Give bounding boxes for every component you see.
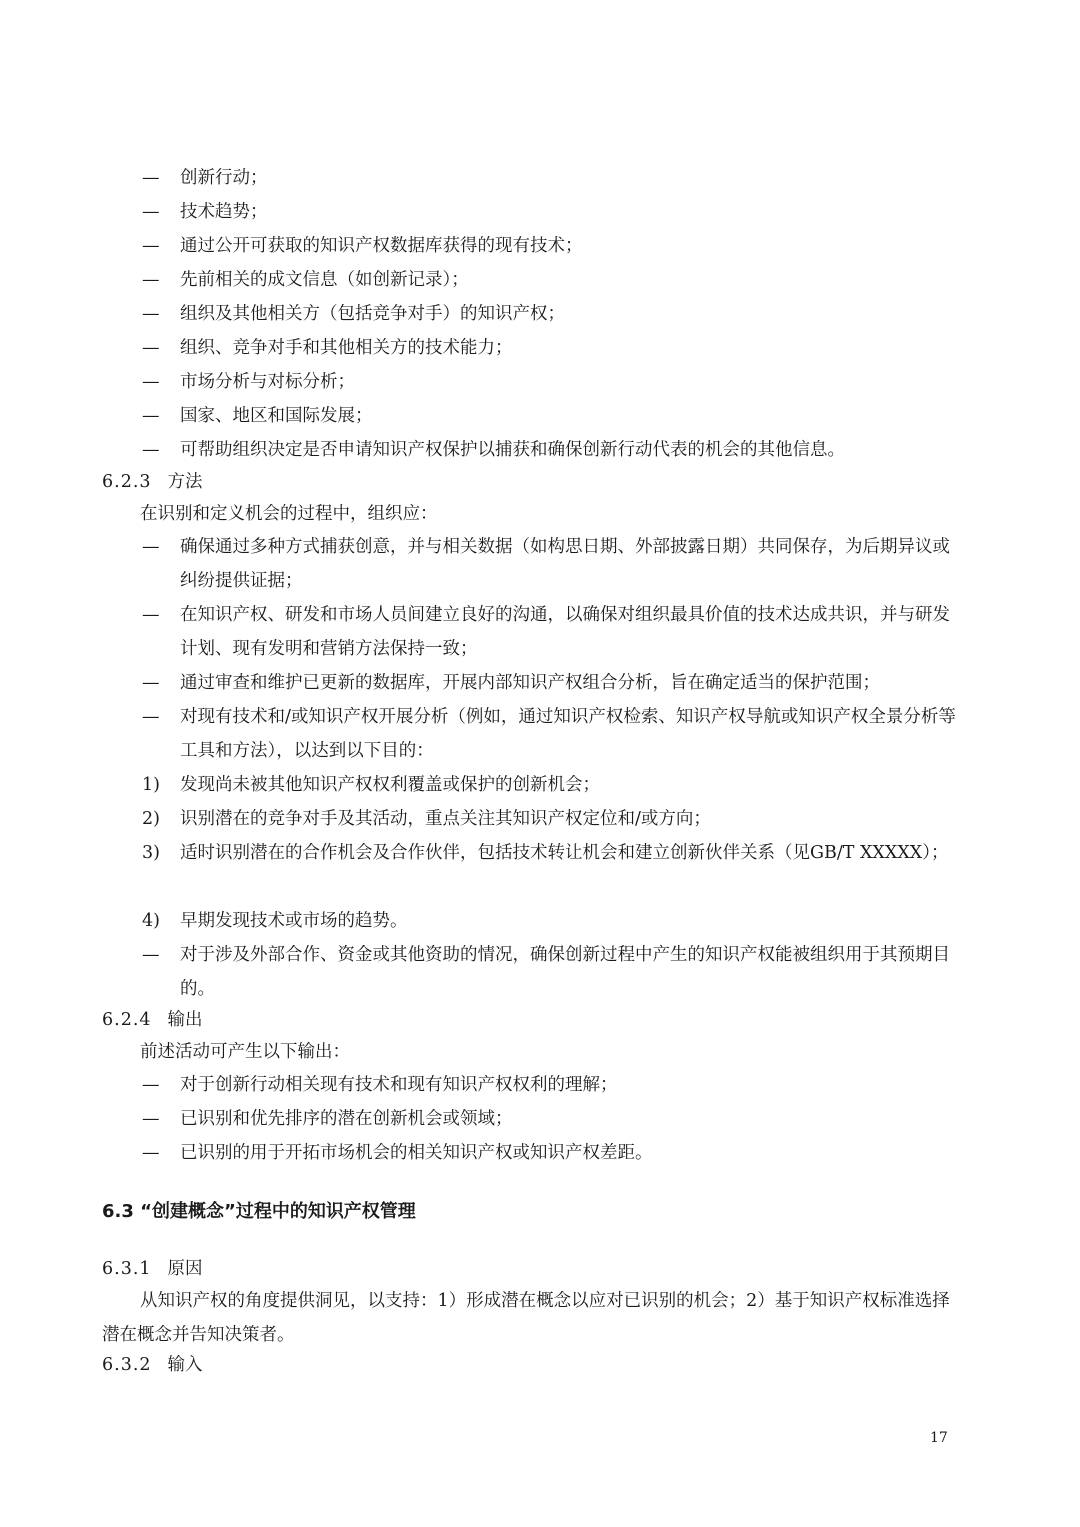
list-marker: — (142, 236, 160, 256)
list-marker: 2) (142, 809, 160, 829)
section-heading-6-2-4 (102, 1003, 203, 1037)
list-item-text: 市场分析与对标分析； (180, 372, 355, 392)
list-item-text: 对现有技术和/或知识产权开展分析（例如，通过知识产权检索、知识产权导航或知识产权全景分析等工具和方法），以达到以下目的： (180, 707, 956, 761)
list-marker: — (142, 537, 160, 557)
section-intro: 前述活动可产生以下输出： (140, 1042, 350, 1062)
list-item-text: 创新行动； (180, 168, 268, 188)
list-item-text: 国家、地区和国际发展； (180, 406, 373, 426)
list-item-text: 已识别和优先排序的潜在创新机会或领域； (180, 1109, 513, 1129)
section-number: 6.2.3 (102, 472, 152, 492)
list-item-text: 对于创新行动相关现有技术和现有知识产权权利的理解； (180, 1075, 618, 1095)
section-heading-6-3: 6.3 “创建概念”过程中的知识产权管理 (102, 1201, 416, 1222)
section-title: 输出 (167, 1010, 203, 1030)
list-item (142, 331, 962, 365)
list-item (142, 768, 962, 802)
list-marker: — (142, 945, 160, 965)
list-item (142, 1136, 962, 1170)
list-item (142, 263, 962, 297)
section-number: 6.3.1 (102, 1259, 152, 1279)
list-marker: — (142, 270, 160, 290)
list-item-text: 组织、竞争对手和其他相关方的技术能力； (180, 338, 513, 358)
list-item (142, 836, 962, 870)
list-marker: — (142, 1143, 160, 1163)
list-item-text: 发现尚未被其他知识产权权利覆盖或保护的创新机会； (180, 775, 600, 795)
section-number: 6.3.2 (102, 1355, 152, 1375)
list-item-text: 在知识产权、研发和市场人员间建立良好的沟通，以确保对组织最具价值的技术达成共识，并与研发计划、现有发明和营销方法保持一致； (180, 605, 950, 659)
section-title: 原因 (167, 1259, 203, 1279)
list-marker: — (142, 707, 160, 727)
list-item (142, 666, 962, 700)
list-item (142, 399, 962, 433)
list-marker: — (142, 673, 160, 693)
section-intro: 在识别和定义机会的过程中，组织应： (140, 504, 438, 524)
list-marker: 3) (142, 843, 160, 863)
list-marker: — (142, 304, 160, 324)
list-item (142, 1102, 962, 1136)
list-marker: — (142, 440, 160, 460)
list-item (142, 161, 962, 195)
list-item (142, 195, 962, 229)
list-item-text: 技术趋势； (180, 202, 268, 222)
list-marker: — (142, 406, 160, 426)
list-marker: — (142, 1075, 160, 1095)
list-marker: 1) (142, 775, 160, 795)
section-title: 输入 (167, 1355, 203, 1375)
list-item (142, 700, 962, 768)
list-item (142, 598, 962, 666)
list-item (142, 1068, 962, 1102)
list-item (142, 297, 962, 331)
section-title: 方法 (167, 472, 203, 492)
list-item-text: 通过审查和维护已更新的数据库，开展内部知识产权组合分析，旨在确定适当的保护范围； (180, 673, 880, 693)
section-heading-6-3-2 (102, 1348, 203, 1382)
list-marker: — (142, 338, 160, 358)
list-marker: — (142, 168, 160, 188)
list-item-text: 早期发现技术或市场的趋势。 (180, 911, 408, 931)
list-item-text: 确保通过多种方式捕获创意，并与相关数据（如构思日期、外部披露日期）共同保存，为后期异议或纠纷提供证据； (180, 537, 950, 591)
list-item-text: 先前相关的成文信息（如创新记录）； (180, 270, 469, 290)
list-item-text: 识别潜在的竞争对手及其活动，重点关注其知识产权定位和/或方向； (180, 809, 711, 829)
list-item-text: 对于涉及外部合作、资金或其他资助的情况，确保创新过程中产生的知识产权能被组织用于其预期目的。 (180, 945, 950, 999)
list-marker: — (142, 605, 160, 625)
list-item (142, 229, 962, 263)
list-item-text: 已识别的用于开拓市场机会的相关知识产权或知识产权差距。 (180, 1143, 653, 1163)
list-item (142, 365, 962, 399)
list-item-text: 通过公开可获取的知识产权数据库获得的现有技术； (180, 236, 583, 256)
list-item (142, 802, 962, 836)
section-heading-6-2-3 (102, 465, 203, 499)
list-item-text: 可帮助组织决定是否申请知识产权保护以捕获和确保创新行动代表的机会的其他信息。 (180, 440, 845, 460)
section-heading-6-3-1 (102, 1252, 203, 1286)
section-number: 6.2.4 (102, 1010, 152, 1030)
list-marker: — (142, 202, 160, 222)
section-paragraph: 从知识产权的角度提供洞见，以支持：1）形成潜在概念以应对已识别的机会；2）基于知识产权标准选择潜在概念并告知决策者。 (102, 1291, 950, 1345)
list-marker: 4) (142, 911, 160, 931)
list-marker: — (142, 1109, 160, 1129)
list-marker: — (142, 372, 160, 392)
list-item-text: 适时识别潜在的合作机会及合作伙伴，包括技术转让机会和建立创新伙伴关系（见GB/T XXXXX）； (180, 843, 949, 863)
list-item (142, 938, 962, 1006)
list-item-text: 组织及其他相关方（包括竞争对手）的知识产权； (180, 304, 565, 324)
page-number: 17 (930, 1430, 948, 1446)
list-item (142, 904, 962, 938)
list-item (142, 530, 962, 598)
list-item (142, 433, 962, 467)
